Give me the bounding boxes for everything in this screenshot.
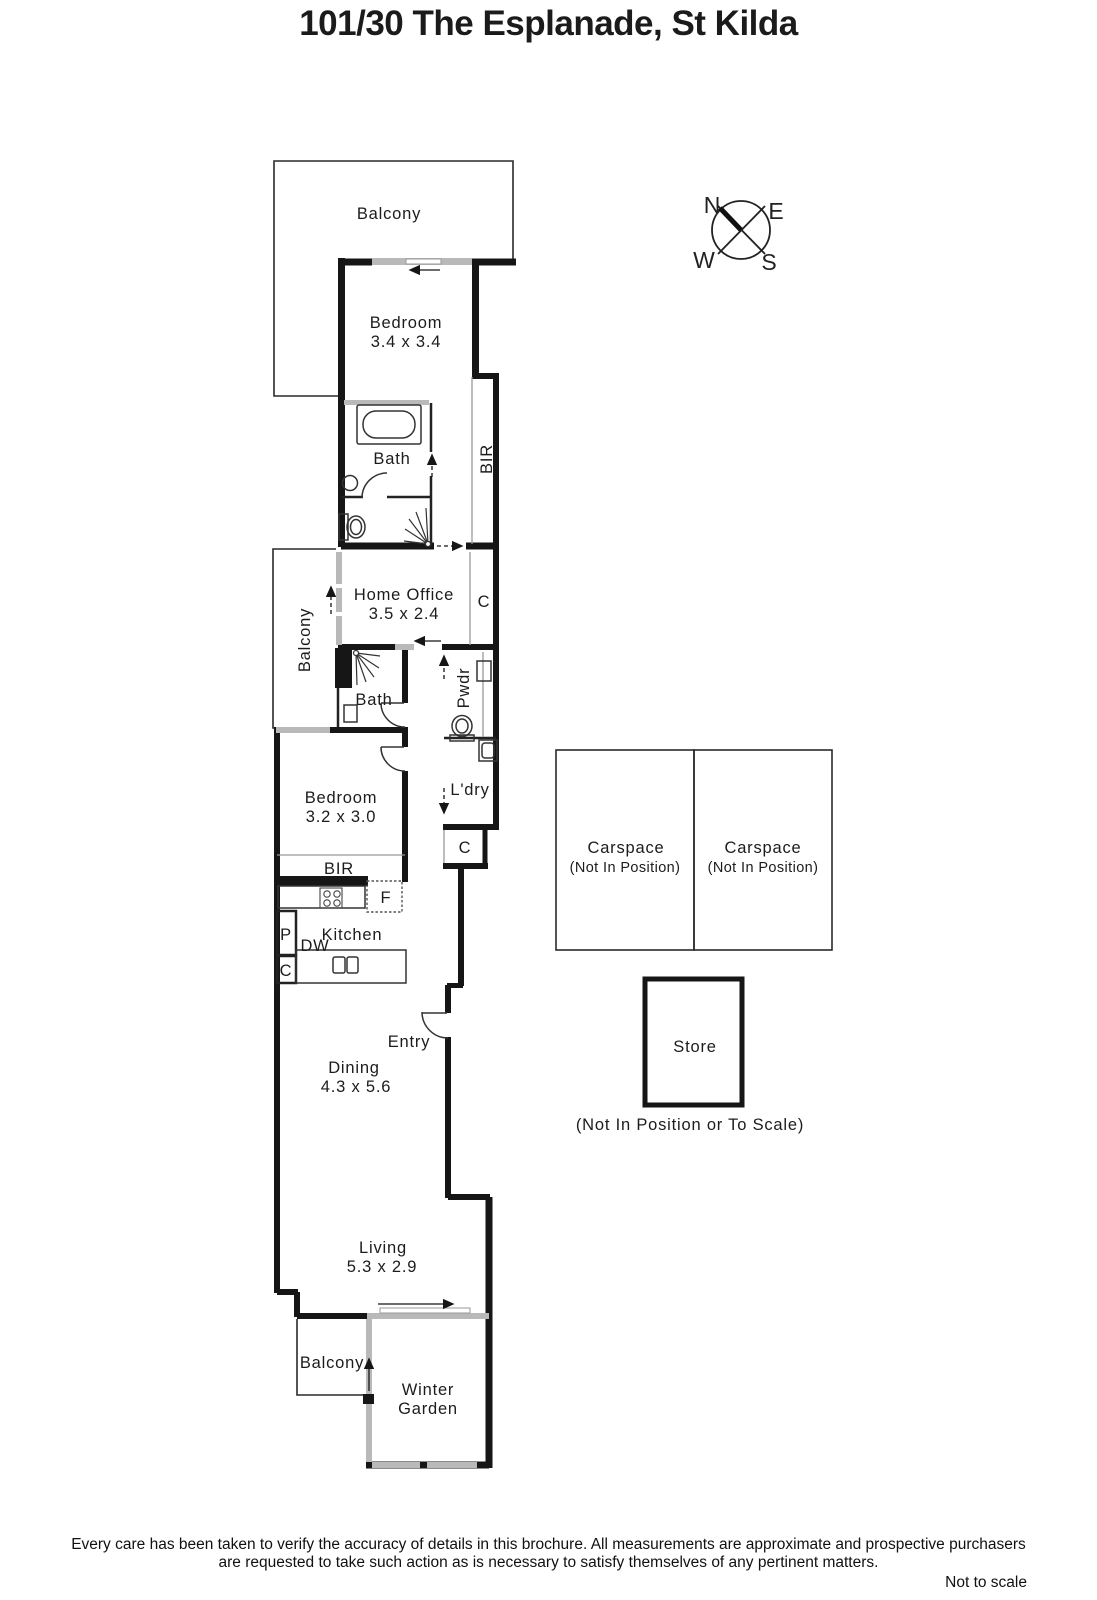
label-bir1: BIR [478, 444, 496, 474]
label-bedroom1-dims: 3.4 x 3.4 [370, 333, 442, 351]
bedroom2-door [381, 747, 405, 771]
compass-w: W [693, 247, 715, 273]
compass-n: N [703, 192, 721, 218]
pwdr-basin [477, 661, 491, 681]
label-bir2: BIR [324, 860, 354, 878]
room-labels [280, 205, 819, 1418]
label-bedroom2: Bedroom [304, 789, 378, 807]
disclaimer-line2: are requested to take such action as is necessary to satisfy themselves of any pertinent matters. [218, 1554, 879, 1571]
kitchen-bench [278, 886, 365, 908]
home-office-slider [395, 644, 414, 650]
label-closet2: C [458, 839, 472, 857]
label-bath2: Bath [355, 691, 393, 709]
label-fridge: F [380, 889, 392, 907]
label-winter-garden-2: Garden [398, 1400, 458, 1418]
bath1-wc-door [362, 473, 387, 498]
compass [693, 192, 784, 275]
page-title: 101/30 The Esplanade, St Kilda [299, 4, 798, 43]
label-home-office: Home Office [353, 586, 455, 604]
living-sliding-door [367, 1313, 489, 1319]
label-living: Living [359, 1239, 407, 1257]
label-closet1: C [477, 593, 491, 611]
label-pantry: P [280, 926, 292, 944]
home-office-window [336, 552, 342, 645]
label-ldry: L'dry [450, 781, 490, 799]
floorplan-walls [276, 258, 516, 1468]
bedroom2-window [276, 727, 330, 733]
label-dining: Dining [328, 1059, 380, 1077]
label-balcony-mid: Balcony [296, 607, 314, 673]
compass-s: S [761, 249, 777, 275]
label-living-dims: 5.3 x 2.9 [346, 1258, 418, 1276]
label-balcony-bottom: Balcony [299, 1354, 365, 1372]
disclaimer [0, 1536, 1097, 1600]
label-winter-garden-1: Winter [401, 1381, 455, 1399]
label-carspace2-note: (Not In Position) [707, 860, 819, 876]
label-carspace2: Carspace [724, 839, 802, 857]
island-sink [333, 957, 345, 973]
label-kitchen: Kitchen [321, 926, 383, 944]
compass-north-pointer [720, 208, 741, 230]
label-pwdr: Pwdr [455, 667, 473, 709]
label-balcony-top: Balcony [356, 205, 422, 223]
label-bedroom2-dims: 3.2 x 3.0 [305, 808, 377, 826]
label-bedroom1: Bedroom [369, 314, 443, 332]
label-store-note: (Not In Position or To Scale) [575, 1116, 805, 1134]
label-dining-dims: 4.3 x 5.6 [320, 1078, 392, 1096]
label-entry: Entry [387, 1033, 431, 1051]
not-to-scale-note: Not to scale [945, 1574, 1027, 1591]
label-carspace1-note: (Not In Position) [569, 860, 681, 876]
compass-e: E [768, 198, 784, 224]
label-dishwasher: DW [300, 937, 330, 955]
bath1-shower [404, 508, 431, 547]
label-bath1: Bath [373, 450, 411, 468]
label-home-office-dims: 3.5 x 2.4 [368, 605, 440, 623]
cooktop [320, 888, 342, 908]
label-carspace1: Carspace [587, 839, 665, 857]
label-store: Store [673, 1038, 717, 1056]
door-arcs [362, 473, 448, 1038]
bath2-shower [354, 651, 381, 686]
disclaimer-line1: Every care has been taken to verify the accuracy of details in this brochure. All measurements are approximate and prospective purchasers [71, 1536, 1026, 1553]
label-closet3: C [279, 962, 293, 980]
